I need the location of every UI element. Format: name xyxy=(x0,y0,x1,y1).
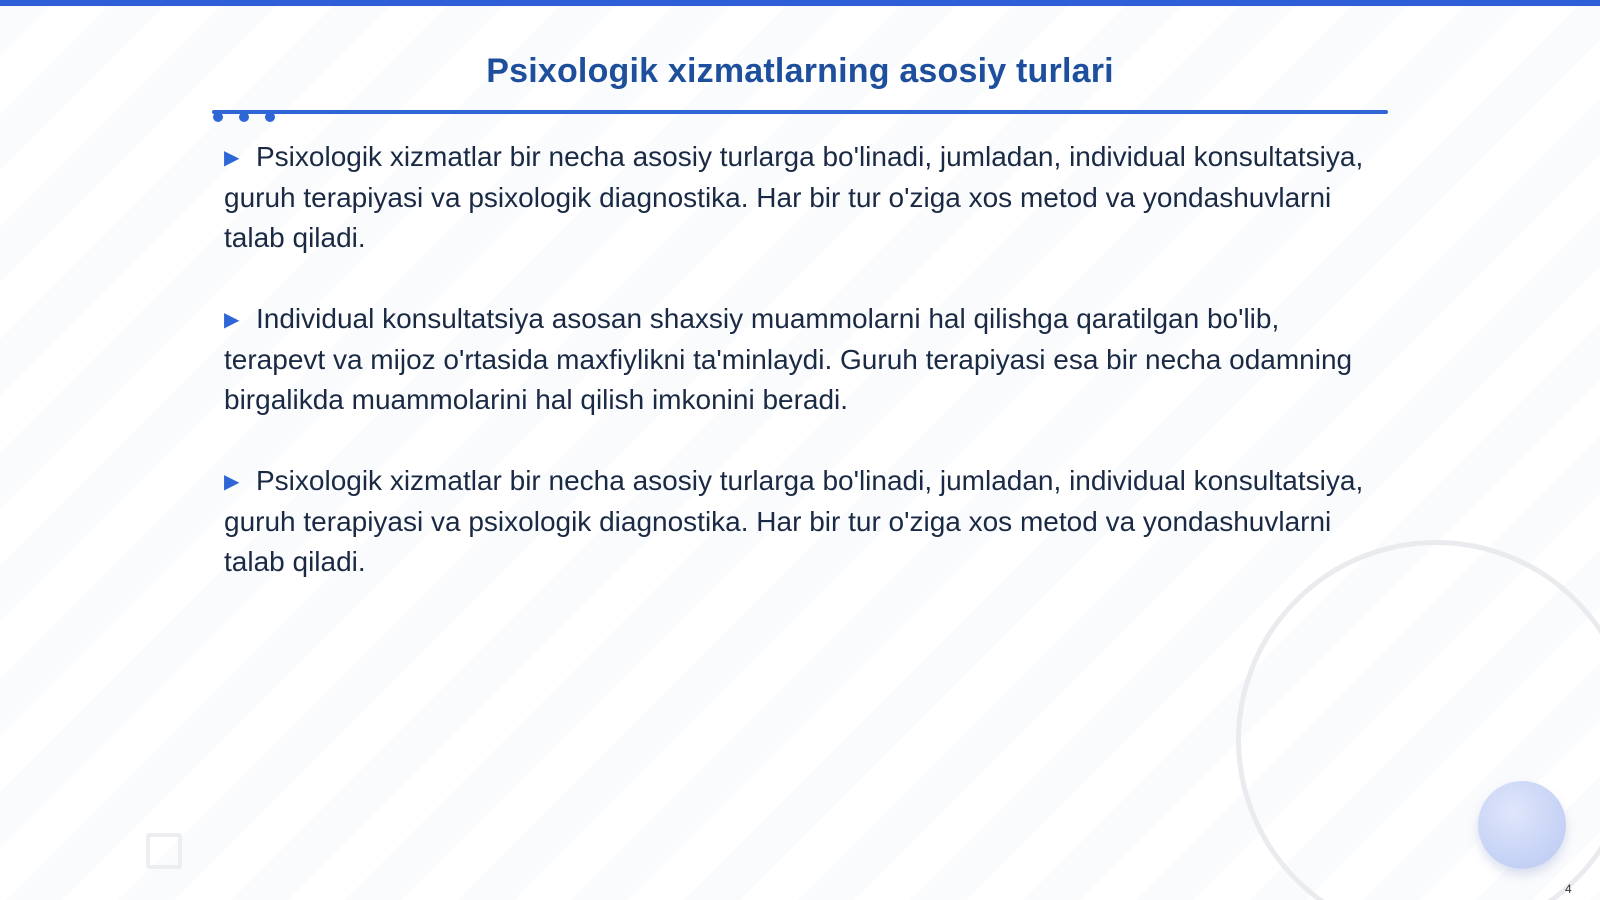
bullet-arrow-icon: ▶ xyxy=(224,147,240,169)
bullet-paragraph xyxy=(224,299,1384,420)
bullet-paragraph xyxy=(224,461,1384,582)
paragraph-text: Psixologik xizmatlar bir necha asosiy turlarga bo'linadi, jumladan, individual konsultatsiya, guruh terapiyasi va psixologik diagnostika. Har bir tur o'ziga xos metod va yondashuvlarni talab qiladi. xyxy=(224,465,1364,577)
bullet-paragraph xyxy=(224,137,1384,258)
slide-title: Psixologik xizmatlarning asosiy turlari xyxy=(486,52,1114,90)
title-underline xyxy=(212,110,1388,114)
top-accent-bar xyxy=(0,0,1600,6)
decor-dot xyxy=(265,112,275,122)
decor-dot xyxy=(213,112,223,122)
decor-square xyxy=(146,833,182,869)
decor-dot xyxy=(239,112,249,122)
decor-circle xyxy=(1478,781,1566,869)
bullet-arrow-icon: ▶ xyxy=(224,309,240,331)
paragraph-text: Individual konsultatsiya asosan shaxsiy muammolarni hal qilishga qaratilgan bo'lib, terapevt va mijoz o'rtasida maxfiylikni ta'minlaydi. Guruh terapiyasi esa bir necha odamning birgalikda muammolarini hal qilish imkonini beradi. xyxy=(224,303,1353,415)
bullet-arrow-icon: ▶ xyxy=(224,471,240,493)
bullet-list xyxy=(224,137,1384,623)
page-number: 4 xyxy=(1565,882,1572,896)
paragraph-text: Psixologik xizmatlar bir necha asosiy turlarga bo'linadi, jumladan, individual konsultatsiya, guruh terapiyasi va psixologik diagnostika. Har bir tur o'ziga xos metod va yondashuvlarni talab qiladi. xyxy=(224,141,1364,253)
